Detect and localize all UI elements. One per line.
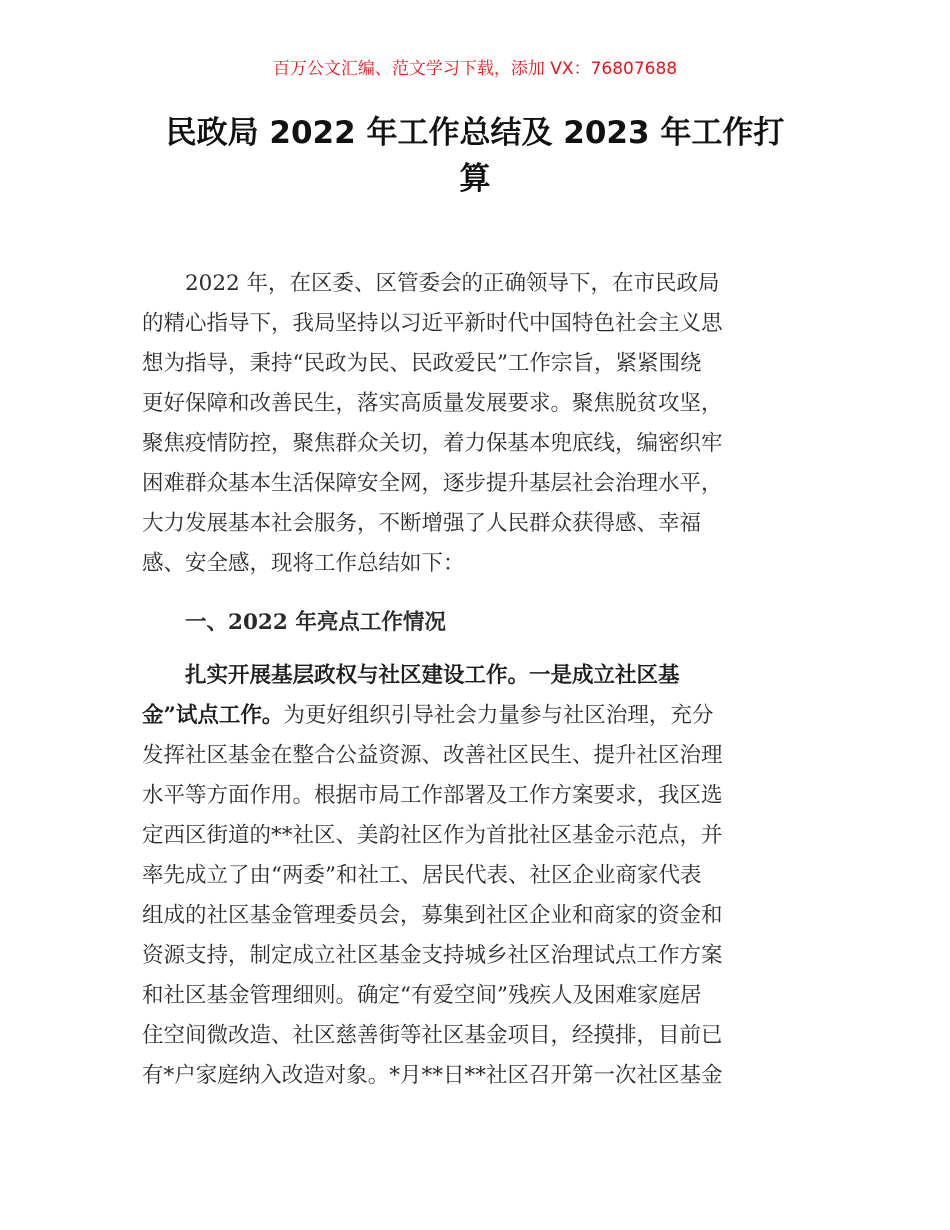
paragraph-lead-bold: 扎实开展基层政权与社区建设工作。一是成立社区基 [185, 663, 680, 688]
paragraph-line: 资源支持，制定成立社区基金支持城乡社区治理试点工作方案 [142, 943, 723, 968]
paragraph-line: 水平等方面作用。根据市局工作部署及工作方案要求，我区选 [142, 783, 723, 808]
paragraph-line: 定西区街道的**社区、美韵社区作为首批社区基金示范点，并 [142, 823, 723, 848]
paragraph-line: 大力发展基本社会服务，不断增强了人民群众获得感、幸福 [142, 511, 702, 536]
paragraph-line: 发挥社区基金在整合公益资源、改善社区民生、提升社区治理 [142, 743, 723, 768]
paragraph-line: 感、安全感，现将工作总结如下： [142, 551, 465, 576]
paragraph-line [142, 696, 812, 736]
paragraph-lead-bold-cont: 金”试点工作。 [142, 703, 284, 728]
paragraph-line: 的精心指导下，我局坚持以习近平新时代中国特色社会主义思 [142, 311, 723, 336]
document-title [140, 110, 810, 202]
intro-paragraph [142, 264, 812, 584]
section-heading: 一、2022 年亮点工作情况 [185, 610, 446, 635]
paragraph-line: 更好保障和改善民生，落实高质量发展要求。聚焦脱贫攻坚， [142, 391, 723, 416]
title-line-1: 民政局 2022 年工作总结及 2023 年工作打 [165, 115, 785, 151]
paragraph-line: 困难群众基本生活保障安全网，逐步提升基层社会治理水平， [142, 471, 723, 496]
section1-paragraph [142, 656, 812, 1096]
paragraph-text: 为更好组织引导社会力量参与社区治理，充分 [283, 703, 714, 728]
paragraph-line: 有*户家庭纳入改造对象。*月**日**社区召开第一次社区基金 [142, 1063, 723, 1088]
paragraph-line: 和社区基金管理细则。确定“有爱空间”残疾人及困难家庭居 [142, 983, 702, 1008]
paragraph-line: 聚焦疫情防控，聚焦群众关切，着力保基本兜底线，编密织牢 [142, 431, 723, 456]
paragraph-line: 2022 年，在区委、区管委会的正确领导下，在市民政局 [185, 271, 720, 296]
title-line-2: 算 [459, 161, 491, 197]
paragraph-line: 率先成立了由“两委”和社工、居民代表、社区企业商家代表 [142, 863, 702, 888]
paragraph-line: 住空间微改造、社区慈善街等社区基金项目，经摸排，目前已 [142, 1023, 723, 1048]
paragraph-line: 组成的社区基金管理委员会，募集到社区企业和商家的资金和 [142, 903, 723, 928]
watermark-banner: 百万公文汇编、范文学习下载，添加 VX：76807688 [272, 59, 678, 79]
paragraph-line: 想为指导，秉持“民政为民、民政爱民”工作宗旨，紧紧围绕 [142, 351, 702, 376]
